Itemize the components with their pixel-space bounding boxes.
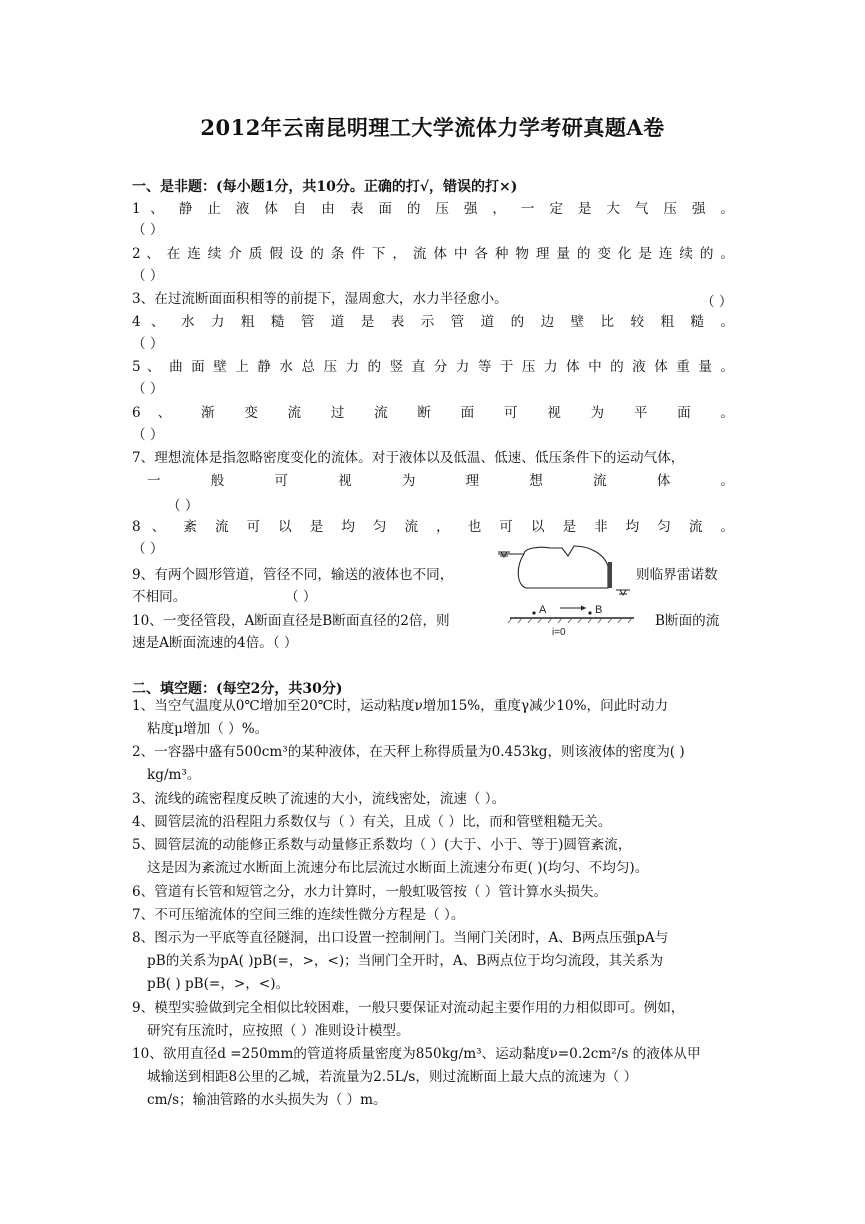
answer-paren: （ ） <box>132 541 164 557</box>
question-2-5-cont: 这是因为紊流过水断面上流速分布比层流过水断面上流速分布更( )(均匀、不均匀)。 <box>147 860 649 876</box>
question-1-5: 5 、 曲 面 壁 上 静 水 总 压 力 的 竖 直 分 力 等 于 压 力 体 中 的 液 体 重 量 。 <box>132 359 734 375</box>
question-2-10: 10、欲用直径d =250mm的管道将质量密度为850kg/m³、运动黏度ν=0.2cm²/s 的液体从甲 <box>132 1046 701 1062</box>
section-1-heading: 一、是非题：(每小题1分，共10分。正确的打√，错误的打×) <box>132 179 518 195</box>
answer-paren: （ ） <box>132 222 164 238</box>
answer-paren: （ ） <box>285 589 317 605</box>
question-1-8: 8 、 紊 流 可 以 是 均 匀 流 ， 也 可 以 是 非 均 匀 流 。 <box>132 519 734 535</box>
question-2-5: 5、圆管层流的动能修正系数与动量修正系数均（ ）(大于、小于、等于)圆管紊流， <box>132 837 632 853</box>
slope-label: i=0 <box>552 627 566 638</box>
question-1-9-tail: 则临界雷诺数 <box>636 567 718 583</box>
question-1-6: 6 、 渐 变 流 过 流 断 面 可 视 为 平 面 。 <box>132 405 734 421</box>
answer-paren: （ ） <box>167 498 199 514</box>
question-2-8-cont: pB的关系为pA( )pB(=，>，<)；当闸门全开时，A、B两点位于均匀流段，其关系为 <box>147 953 664 969</box>
question-1-4: 4 、 水 力 粗 糙 管 道 是 表 示 管 道 的 边 壁 比 较 粗 糙 。 <box>132 314 734 330</box>
answer-paren: （ ） <box>701 294 733 310</box>
question-2-1: 1、当空气温度从0℃增加至20℃时，运动粘度ν增加15%，重度γ减少10%，问此时动力 <box>132 698 669 714</box>
question-1-7: 7、理想流体是指忽略密度变化的流体。对于液体以及低温、低速、低压条件下的运动气体， <box>132 450 685 466</box>
question-2-9: 9、模型实验做到完全相似比较困难，一般只要保证对流动起主要作用的力相似即可。例如， <box>132 1000 685 1016</box>
question-2-8: 8、图示为一平底等直径隧洞，出口设置一控制闸门。当闸门关闭时，A、B两点压强pA与 <box>132 930 669 946</box>
question-2-1-cont: 粘度μ增加（ ）%。 <box>147 721 269 737</box>
question-2-4: 4、圆管层流的沿程阻力系数仅与（ ）有关，且成（ ）比，而和管壁粗糙无关。 <box>132 814 612 830</box>
question-1-10-cont: 速是A断面流速的4倍。（ ） <box>132 635 298 651</box>
question-2-2: 2、一容器中盛有500cm³的某种液体，在天秤上称得质量为0.453kg，则该液体的密度为( ) <box>132 744 685 760</box>
section-2-heading: 二、填空题：(每空2分，共30分) <box>132 681 343 697</box>
answer-paren: （ ） <box>132 268 164 284</box>
answer-paren: （ ） <box>132 427 164 443</box>
arrow-head-icon <box>581 606 586 611</box>
point-b-marker <box>588 611 591 614</box>
question-2-9-cont: 研究有压流时，应按照（ ）准则设计模型。 <box>147 1023 410 1039</box>
water-level-symbol-downstream <box>616 590 630 595</box>
question-1-10: 10、一变径管段，A断面直径是B断面直径的2倍，则 <box>132 613 450 629</box>
question-2-2-cont: kg/m³。 <box>147 767 201 783</box>
question-2-3: 3、流线的疏密程度反映了流速的大小，流线密处，流速（ ）。 <box>132 791 506 807</box>
tunnel-outline <box>518 546 608 588</box>
question-2-8-cont2: pB( ) pB(=，>，<)。 <box>147 976 290 992</box>
page-title: 2012年云南昆明理工大学流体力学考研真题A卷 <box>200 115 665 140</box>
question-1-9-cont: 不相同。 <box>132 589 187 605</box>
answer-paren: （ ） <box>132 381 164 397</box>
question-1-7-cont: 一 般 可 视 为 理 想 流 体 。 <box>147 473 734 489</box>
tunnel-gate-diagram <box>496 542 638 638</box>
point-b-label: B <box>595 604 603 616</box>
question-1-3: 3、在过流断面面积相等的前提下，湿周愈大，水力半径愈小。 <box>132 291 508 307</box>
question-2-7: 7、不可压缩流体的空间三维的连续性微分方程是（ ）。 <box>132 907 465 923</box>
question-1-2: 2 、 在 连 续 介 质 假 设 的 条 件 下 ， 流 体 中 各 种 物 理 量 的 变 化 是 连 续 的 。 <box>132 246 734 262</box>
question-2-6: 6、管道有长管和短管之分，水力计算时，一般虹吸管按（ ）管计算水头损失。 <box>132 884 608 900</box>
gate-icon <box>608 562 612 588</box>
question-1-9: 9、有两个圆形管道，管径不同，输送的液体也不同， <box>132 567 454 583</box>
answer-paren: （ ） <box>132 336 164 352</box>
question-1-1: 1 、 静 止 液 体 自 由 表 面 的 压 强 ， 一 定 是 大 气 压 强 。 <box>132 201 734 217</box>
question-2-10-cont: 城输送到相距8公里的乙城，若流量为2.5L/s，则过流断面上最大点的流速为（ ） <box>147 1069 638 1085</box>
point-a-marker <box>532 611 535 614</box>
question-2-10-cont2: cm/s；输油管路的水头损失为（ ）m。 <box>147 1092 387 1108</box>
question-1-10-tail: B断面的流 <box>655 613 720 629</box>
point-a-label: A <box>539 604 547 616</box>
